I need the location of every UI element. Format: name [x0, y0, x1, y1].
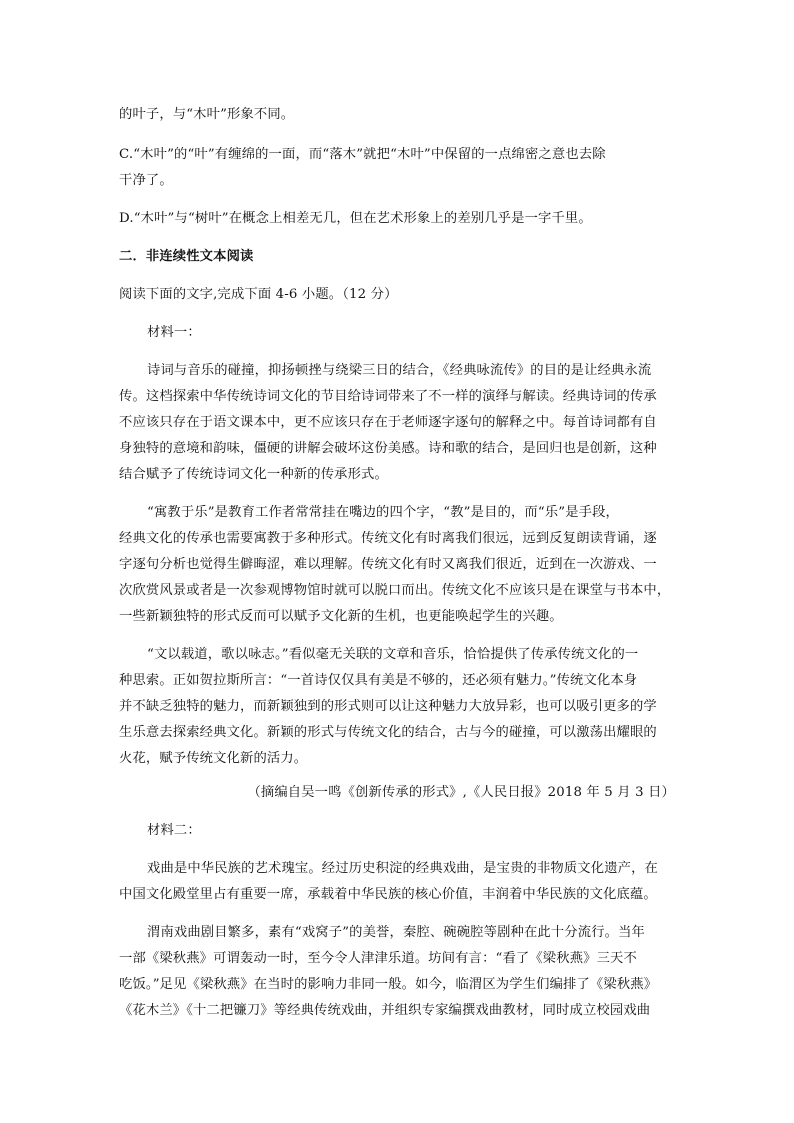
paragraph-line: 并不缺乏独特的魅力，而新颖独到的形式则可以让这种魅力大放异彩，也可以吸引更多的学	[119, 699, 657, 714]
paragraph-line: 不应该只存在于语文课本中，更不应该只存在于老师逐字逐句的解释之中。每首诗词都有自	[119, 415, 657, 430]
paragraph-line: 字逐句分析也觉得生僻晦涩，难以理解。传统文化有时又离我们很近，近到在一次游戏、一	[119, 557, 657, 572]
option-d-line: D.“木叶”与“树叶”在概念上相差无几，但在艺术形象上的差别几乎是一字千里。	[119, 211, 592, 226]
material-two-label: 材料二：	[147, 823, 201, 838]
paragraph-line: 结合赋予了传统诗词文化一种新的传承形式。	[119, 467, 388, 482]
section-heading: 二．非连续性文本阅读	[119, 249, 254, 264]
paragraph-line: 戏曲是中华民族的艺术瑰宝。经过历史积淀的经典戏曲，是宝贵的非物质文化遗产，在	[147, 861, 658, 876]
material-one-label: 材料一：	[147, 325, 201, 340]
instruction-line: 阅读下面的文字,完成下面 4-6 小题。（12 分）	[119, 287, 398, 302]
paragraph-line: 一些新颖独特的形式反而可以赋予文化新的生机，也更能唤起学生的兴趣。	[119, 609, 563, 624]
option-c-line: C.“木叶”的“叶”有缠绵的一面，而“落木”就把“木叶”中保留的一点绵密之意也去除	[119, 147, 606, 162]
paragraph-line: 诗词与音乐的碰撞，抑扬顿挫与绕梁三日的结合，《经典咏流传》的目的是让经典永流	[147, 363, 652, 378]
paragraph-line: 传。这档探索中华传统诗词文化的节目给诗词带来了不一样的演绎与解读。经典诗词的传承	[119, 389, 657, 404]
paragraph-line: 一部《梁秋燕》可谓轰动一时，至今令人津津乐道。坊间有言：“看了《梁秋燕》三天不	[119, 951, 637, 966]
paragraph-line: 次欣赏风景或者是一次参观博物馆时就可以脱口而出。传统文化不应该只是在课堂与书本中，	[119, 583, 671, 598]
paragraph-line: 吃饭。”足见《梁秋燕》在当时的影响力非同一般。如今，临渭区为学生们编排了《梁秋燕》	[119, 977, 658, 992]
paragraph-line: 火花，赋予传统文化新的活力。	[119, 751, 308, 766]
paragraph-line: 种思索。正如贺拉斯所言：“一首诗仅仅具有美是不够的，还必须有魅力。”传统文化本身	[119, 673, 638, 688]
paragraph-line: “文以载道，歌以咏志。”看似毫无关联的文章和音乐，恰恰提供了传承传统文化的一	[147, 647, 639, 662]
paragraph-line: “寓教于乐”是教育工作者常常挂在嘴边的四个字，“教”是目的，而“乐”是手段，	[147, 505, 619, 520]
text-line: 干净了。	[119, 173, 173, 188]
text-line: 的叶子，与“木叶”形象不同。	[119, 107, 295, 122]
paragraph-line: 渭南戏曲剧目繁多，素有“戏窝子”的美誉，秦腔、碗碗腔等剧种在此十分流行。当年	[147, 925, 645, 940]
paragraph-line: 身独特的意境和韵味，僵硬的讲解会破坏这份美感。诗和歌的结合，是回归也是创新，这种	[119, 441, 657, 456]
paragraph-line: 中国文化殿堂里占有重要一席，承载着中华民族的核心价值，丰润着中华民族的文化底蕴。	[119, 887, 657, 902]
paragraph-line: 经典文化的传承也需要寓教于多种形式。传统文化有时离我们很远，远到反复朗读背诵，逐	[119, 531, 657, 546]
paragraph-line: 生乐意去探索经典文化。新颖的形式与传统文化的结合，古与今的碰撞，可以激荡出耀眼的	[119, 725, 657, 740]
source-citation: （摘编自吴一鸣《创新传承的形式》,《人民日报》2018 年 5 月 3 日）	[247, 785, 675, 800]
paragraph-line: 《花木兰》《十二把镰刀》等经典传统戏曲，并组织专家编撰戏曲教材，同时成立校园戏曲	[119, 1003, 651, 1018]
